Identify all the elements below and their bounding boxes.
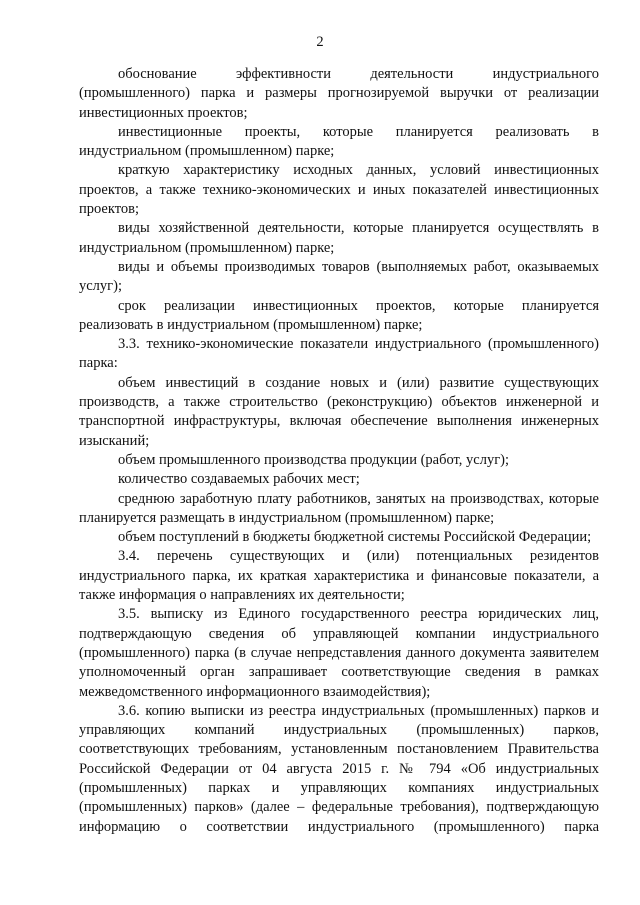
paragraph: срок реализации инвестиционных проектов, которые планируется реализовать в индустриальном (промышленном) парке; <box>79 297 599 333</box>
paragraph: количество создаваемых рабочих мест; <box>118 471 360 488</box>
paragraph: 3.5. выписку из Единого государственного реестра юридических лиц, подтверждающую сведения об управляющей компании индустриального (промышленного) парка (в случае непредставления данного документа заявителем уполномоченный орган запрашивает соответствующие сведения в рамках межведомственного информационного взаимодействия); <box>79 606 599 700</box>
paragraph: виды и объемы производимых товаров (выполняемых работ, оказываемых услуг); <box>79 258 599 295</box>
paragraph: среднюю заработную плату работников, занятых на производствах, которые планируется размещать в индустриальном (промышленном) парке; <box>79 490 599 526</box>
paragraph: объем поступлений в бюджеты бюджетной системы Российской Федерации; <box>118 529 592 546</box>
paragraph: 3.6. копию выписки из реестра индустриальных (промышленных) парков и управляющих компаний индустриальных (промышленных) парков, соответствующих требованиям, установленным постановлением Правительства Российской Федерации от 04 августа 2015 г. № 794 «Об индустриальных (промышленных) парках и управляющих компаниях индустриальных (промышленных) парков» (далее – федеральные требования), подтверждающую информацию о соответствии индустриального (промышленного) парка <box>79 702 599 835</box>
paragraph: объем инвестиций в создание новых и (или) развитие существующих производств, а также строительство (реконструкцию) объектов инженерной и транспортной инфраструктуры, включая обеспечение выполнения инженерных изысканий; <box>79 374 599 449</box>
paragraph: обоснование эффективности деятельности индустриального (промышленного) парка и размеры прогнозируемой выручки от реализации инвестиционных проектов; <box>79 66 599 121</box>
paragraph: объем промышленного производства продукции (работ, услуг); <box>118 451 510 468</box>
paragraph: инвестиционные проекты, которые планируется реализовать в индустриальном (промышленном) парке; <box>79 123 599 160</box>
document-body <box>79 65 599 837</box>
page-number: 2 <box>316 34 324 50</box>
paragraph: 3.3. технико-экономические показатели индустриального (промышленного) парка: <box>79 336 599 372</box>
paragraph: виды хозяйственной деятельности, которые планируется осуществлять в индустриальном (промышленном) парке; <box>79 220 599 256</box>
paragraph: 3.4. перечень существующих и (или) потенциальных резидентов индустриального парка, их краткая характеристика и финансовые показатели, а также информация о направлениях их деятельности; <box>79 548 599 604</box>
paragraph: краткую характеристику исходных данных, условий инвестиционных проектов, а также технико-экономических и иных показателей инвестиционных проектов; <box>79 162 599 218</box>
